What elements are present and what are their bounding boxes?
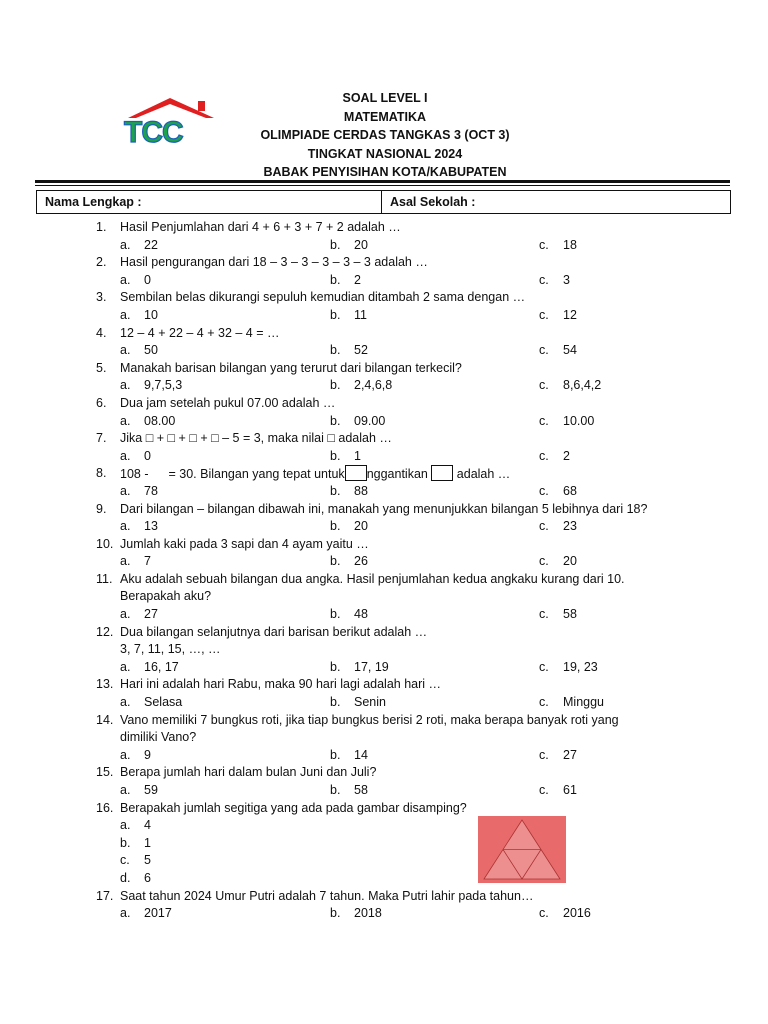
question-number: 4. xyxy=(96,325,107,340)
question-number: 15. xyxy=(96,765,114,780)
question-line xyxy=(0,325,768,343)
answer-option xyxy=(539,553,577,571)
options-row xyxy=(0,483,768,501)
answer-option xyxy=(539,448,570,466)
answer-option xyxy=(330,747,368,765)
question-text: Dari bilangan – bilangan dibawah ini, manakah yang menunjukkan bilangan 5 lebihnya dari 18? xyxy=(120,501,648,516)
option-letter: a. xyxy=(120,607,131,622)
question-line xyxy=(0,800,768,818)
option-value: 10 xyxy=(144,307,158,322)
option-value: 16, 17 xyxy=(144,659,179,674)
answer-option xyxy=(539,483,577,501)
answer-option xyxy=(120,518,158,536)
question-line xyxy=(0,888,768,906)
question-number: 6. xyxy=(96,395,107,410)
option-letter: c. xyxy=(539,783,549,797)
option-letter: c. xyxy=(539,519,549,534)
answer-option xyxy=(120,448,151,466)
question-text: Berapa jumlah hari dalam bulan Juni dan Juli? xyxy=(120,765,377,780)
question-text: Berapakah jumlah segitiga yang ada pada gambar disamping? xyxy=(120,800,467,815)
option-letter: b. xyxy=(330,413,341,428)
answer-option xyxy=(120,342,158,360)
option-value: 58 xyxy=(354,783,368,797)
answer-option xyxy=(330,237,368,255)
option-letter: b. xyxy=(330,747,341,762)
options-row xyxy=(0,817,768,835)
option-letter: c. xyxy=(539,378,549,393)
option-letter: a. xyxy=(120,659,131,674)
question-text: Jumlah kaki pada 3 sapi dan 4 ayam yaitu … xyxy=(120,536,369,551)
question-text: Hari ini adalah hari Rabu, maka 90 hari lagi adalah hari … xyxy=(120,677,442,692)
name-label: Nama Lengkap : xyxy=(45,195,142,209)
question-text: Jika □ + □ + □ + □ – 5 = 3, maka nilai □ adalah … xyxy=(120,431,392,446)
option-letter: a. xyxy=(120,695,131,710)
option-letter: b. xyxy=(330,906,341,921)
option-value: 2016 xyxy=(563,906,591,921)
school-label: Asal Sekolah : xyxy=(390,195,476,209)
question-text: dimiliki Vano? xyxy=(120,730,197,745)
option-letter: a. xyxy=(120,747,131,762)
answer-option xyxy=(539,747,577,765)
option-value: 4 xyxy=(144,818,151,833)
question-line xyxy=(0,624,768,642)
option-value: 17, 19 xyxy=(354,659,389,674)
answer-option xyxy=(120,852,151,870)
header-divider xyxy=(35,180,730,183)
options-row xyxy=(0,448,768,466)
option-value: 20 xyxy=(563,554,577,569)
option-value: 54 xyxy=(563,343,577,358)
question-text: Hasil pengurangan dari 18 – 3 – 3 – 3 – 3 – 3 adalah … xyxy=(120,255,428,270)
option-value: 50 xyxy=(144,343,158,358)
answer-option xyxy=(539,606,577,624)
option-letter: c. xyxy=(539,413,549,428)
question-text: 12 – 4 + 22 – 4 + 32 – 4 = … xyxy=(120,325,280,340)
answer-option xyxy=(120,606,158,624)
options-row xyxy=(0,694,768,712)
option-letter: c. xyxy=(539,343,549,358)
olympiad-title: OLIMPIADE CERDAS TANGKAS 3 (OCT 3) xyxy=(260,128,510,142)
option-letter: c. xyxy=(120,853,130,868)
option-letter: b. xyxy=(330,659,341,674)
option-value: 7 xyxy=(144,554,151,569)
answer-option xyxy=(330,377,392,395)
question-text: Hasil Penjumlahan dari 4 + 6 + 3 + 7 + 2 adalah … xyxy=(120,220,401,234)
question-number: 9. xyxy=(96,501,107,516)
school-field[interactable] xyxy=(382,191,483,213)
answer-option xyxy=(120,870,151,888)
option-letter: b. xyxy=(330,272,341,287)
option-letter: a. xyxy=(120,818,131,833)
option-value: 14 xyxy=(354,747,368,762)
options-row xyxy=(0,905,768,923)
option-letter: a. xyxy=(120,413,131,428)
option-value: 78 xyxy=(144,483,158,498)
level-national: TINGKAT NASIONAL 2024 xyxy=(307,146,463,161)
question-number: 11. xyxy=(96,571,113,586)
option-letter: a. xyxy=(120,272,131,287)
option-letter: b. xyxy=(330,237,341,252)
option-value: Minggu xyxy=(563,695,604,710)
answer-option xyxy=(539,272,570,290)
option-value: 11 xyxy=(354,307,367,322)
answer-option xyxy=(330,518,368,536)
question-line xyxy=(0,729,768,747)
answer-blank-box xyxy=(345,465,367,481)
answer-option xyxy=(120,694,182,712)
option-letter: c. xyxy=(539,307,549,322)
option-letter: b. xyxy=(330,307,341,322)
question-number: 14. xyxy=(96,712,114,727)
question-line xyxy=(0,289,768,307)
question-line xyxy=(0,465,768,483)
option-value: 19, 23 xyxy=(563,659,598,674)
option-letter: b. xyxy=(330,483,341,498)
option-value: 20 xyxy=(354,519,368,534)
header-divider-thin xyxy=(35,185,730,186)
option-value: 2 xyxy=(354,272,361,287)
option-value: 22 xyxy=(144,237,158,252)
option-letter: a. xyxy=(120,307,131,322)
option-letter: c. xyxy=(539,272,549,287)
answer-option xyxy=(539,377,601,395)
option-letter: c. xyxy=(539,483,549,498)
options-row xyxy=(0,342,768,360)
option-value: 20 xyxy=(354,237,368,252)
option-value: 88 xyxy=(354,483,368,498)
option-value: 8,6,4,2 xyxy=(563,378,602,393)
option-value: 09.00 xyxy=(354,413,386,428)
option-letter: d. xyxy=(120,870,131,885)
option-value: 48 xyxy=(354,607,368,622)
options-row xyxy=(0,852,768,870)
answer-option xyxy=(330,342,368,360)
options-row xyxy=(0,553,768,571)
answer-option xyxy=(330,782,368,800)
option-value: 23 xyxy=(563,519,577,534)
answer-option xyxy=(120,553,151,571)
question-text: Berapakah aku? xyxy=(120,589,212,604)
answer-option xyxy=(330,413,385,431)
option-value: 1 xyxy=(354,448,361,463)
option-value: 58 xyxy=(563,607,577,622)
options-row xyxy=(0,835,768,853)
answer-option xyxy=(330,272,361,290)
options-row xyxy=(0,659,768,677)
question-number: 5. xyxy=(96,360,107,375)
option-value: 1 xyxy=(144,835,151,850)
option-letter: b. xyxy=(330,378,341,393)
option-letter: a. xyxy=(120,237,131,252)
option-value: 6 xyxy=(144,870,151,885)
question-number: 2. xyxy=(96,255,107,270)
question-line xyxy=(0,219,768,237)
answer-option xyxy=(539,905,591,923)
option-letter: b. xyxy=(330,519,341,534)
answer-option xyxy=(539,237,577,255)
question-line xyxy=(0,501,768,519)
answer-option xyxy=(120,905,172,923)
option-value: 2,4,6,8 xyxy=(354,378,393,393)
question-text: Dua bilangan selanjutnya dari barisan berikut adalah … xyxy=(120,624,428,639)
answer-option xyxy=(330,694,386,712)
option-value: 18 xyxy=(563,237,577,252)
answer-option xyxy=(330,553,368,571)
question-text-part: adalah … xyxy=(453,467,511,482)
option-value: 61 xyxy=(563,783,577,797)
question-line xyxy=(0,588,768,606)
option-letter: c. xyxy=(539,448,549,463)
answer-option xyxy=(330,606,368,624)
question-text: Manakah barisan bilangan yang terurut dari bilangan terkecil? xyxy=(120,360,462,375)
answer-option xyxy=(120,377,182,395)
option-value: 52 xyxy=(354,343,368,358)
option-value: 2 xyxy=(563,448,570,463)
question-text-part: = 30. Bilangan yang tepat untuk xyxy=(168,467,345,482)
question-line xyxy=(0,536,768,554)
options-row xyxy=(0,237,768,255)
option-letter: a. xyxy=(120,519,131,534)
options-row xyxy=(0,272,768,290)
answer-option xyxy=(539,659,598,677)
question-line xyxy=(0,395,768,413)
question-text: Saat tahun 2024 Umur Putri adalah 7 tahun. Maka Putri lahir pada tahun… xyxy=(120,888,534,903)
svg-text:TCC: TCC xyxy=(124,116,183,148)
answer-option xyxy=(330,307,367,325)
option-letter: a. xyxy=(120,554,131,569)
question-line xyxy=(0,254,768,272)
options-row xyxy=(0,518,768,536)
answer-option xyxy=(539,413,594,431)
answer-option xyxy=(539,782,577,800)
question-number: 7. xyxy=(96,431,107,446)
answer-option xyxy=(120,782,158,800)
option-value: 13 xyxy=(144,519,158,534)
question-text: Dua jam setelah pukul 07.00 adalah … xyxy=(120,395,336,410)
question-text: Vano memiliki 7 bungkus roti, jika tiap bungkus berisi 2 roti, maka berapa banyak roti yang xyxy=(120,712,619,727)
question-list xyxy=(0,219,768,923)
option-letter: c. xyxy=(539,659,549,674)
option-value: 9,7,5,3 xyxy=(144,378,183,393)
question-text-part: nggantikan xyxy=(366,467,432,482)
answer-option xyxy=(539,694,604,712)
option-letter: a. xyxy=(120,483,131,498)
option-value: 0 xyxy=(144,272,151,287)
question-text-part: 108 - xyxy=(120,467,149,482)
question-number: 13. xyxy=(96,677,114,692)
answer-blank-box xyxy=(431,465,453,481)
identity-box xyxy=(36,190,731,214)
option-letter: b. xyxy=(330,607,341,622)
name-field[interactable] xyxy=(37,191,382,213)
option-letter: c. xyxy=(539,747,549,762)
answer-option xyxy=(120,272,151,290)
question-number: 10. xyxy=(96,536,114,551)
level-title: SOAL LEVEL I xyxy=(342,91,428,105)
option-value: 08.00 xyxy=(144,413,176,428)
answer-option xyxy=(120,483,158,501)
option-letter: c. xyxy=(539,695,549,710)
question-text: Aku adalah sebuah bilangan dua angka. Hasil penjumlahan kedua angkaku kurang dari 10. xyxy=(120,571,625,586)
round-title: BABAK PENYISIHAN KOTA/KABUPATEN xyxy=(263,165,507,179)
answer-option xyxy=(120,413,175,431)
option-letter: b. xyxy=(120,835,131,850)
answer-option xyxy=(120,817,151,835)
question-line xyxy=(0,764,768,782)
question-line xyxy=(0,571,768,589)
options-row xyxy=(0,870,768,888)
subject-title: MATEMATIKA xyxy=(343,109,427,124)
option-letter: b. xyxy=(330,343,341,358)
answer-option xyxy=(539,307,577,325)
options-row xyxy=(0,307,768,325)
document-header xyxy=(150,89,620,182)
answer-option xyxy=(539,518,577,536)
option-value: 3 xyxy=(563,272,570,287)
option-letter: b. xyxy=(330,783,341,797)
question-line xyxy=(0,676,768,694)
options-row xyxy=(0,782,768,800)
option-value: 9 xyxy=(144,747,151,762)
option-value: 10.00 xyxy=(563,413,595,428)
answer-option xyxy=(330,483,368,501)
question-line xyxy=(0,360,768,378)
options-row xyxy=(0,606,768,624)
answer-option xyxy=(330,659,389,677)
question-number: 17. xyxy=(96,888,114,903)
options-row xyxy=(0,377,768,395)
option-letter: a. xyxy=(120,448,131,463)
option-value: Selasa xyxy=(144,695,183,710)
option-letter: a. xyxy=(120,343,131,358)
question-number: 16. xyxy=(96,800,114,815)
question-text xyxy=(120,465,510,484)
options-row xyxy=(0,747,768,765)
question-number: 12. xyxy=(96,624,114,639)
option-value: 12 xyxy=(563,307,577,322)
option-letter: c. xyxy=(539,237,549,252)
question-line xyxy=(0,430,768,448)
option-value: 26 xyxy=(354,554,368,569)
triangle-figure xyxy=(478,816,566,883)
answer-option xyxy=(120,659,179,677)
question-line xyxy=(0,641,768,659)
option-value: 2018 xyxy=(354,906,382,921)
question-number: 8. xyxy=(96,466,107,481)
option-value: 5 xyxy=(144,853,151,868)
option-letter: b. xyxy=(330,554,341,569)
option-letter: c. xyxy=(539,906,549,921)
option-value: Senin xyxy=(354,695,386,710)
question-text: Sembilan belas dikurangi sepuluh kemudian ditambah 2 sama dengan … xyxy=(120,290,526,305)
options-row xyxy=(0,413,768,431)
option-value: 2017 xyxy=(144,906,172,921)
question-line xyxy=(0,712,768,730)
option-letter: c. xyxy=(539,554,549,569)
option-letter: a. xyxy=(120,378,131,393)
option-value: 27 xyxy=(563,747,577,762)
option-letter: a. xyxy=(120,783,131,797)
answer-option xyxy=(120,835,151,853)
answer-option xyxy=(330,448,361,466)
option-value: 0 xyxy=(144,448,151,463)
option-letter: a. xyxy=(120,906,131,921)
question-number: 3. xyxy=(96,290,107,305)
question-number: 1. xyxy=(96,220,107,234)
question-text: 3, 7, 11, 15, …, … xyxy=(120,642,221,657)
option-value: 68 xyxy=(563,483,577,498)
answer-option xyxy=(120,237,158,255)
option-value: 59 xyxy=(144,783,158,797)
option-value: 27 xyxy=(144,607,158,622)
option-letter: c. xyxy=(539,607,549,622)
answer-option xyxy=(120,307,158,325)
option-letter: b. xyxy=(330,695,341,710)
answer-option xyxy=(330,905,382,923)
option-letter: b. xyxy=(330,448,341,463)
answer-option xyxy=(120,747,151,765)
answer-option xyxy=(539,342,577,360)
